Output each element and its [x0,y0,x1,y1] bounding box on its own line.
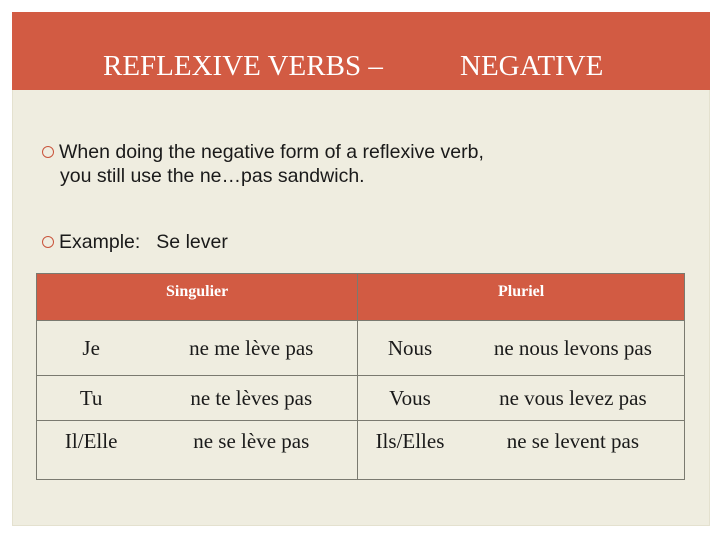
bullet-line-1: When doing the negative form of a reflexive verb, [59,141,484,163]
pronoun-plural: Ils/Elles [358,421,462,480]
pronoun-plural: Vous [358,376,462,421]
conjugation-table [36,273,685,480]
table-row [37,321,685,376]
pronoun-singular: Tu [37,376,146,421]
form-singular: ne me lève pas [145,321,357,376]
slide-title-right: NEGATIVE [460,50,604,82]
pronoun-singular: Il/Elle [37,421,146,480]
bullet-circle-icon [42,236,54,248]
form-plural: ne se levent pas [462,421,685,480]
table-row [37,421,685,480]
example-label: Example: [59,231,141,253]
header-singulier: Singulier [37,274,358,321]
form-singular: ne se lève pas [145,421,357,480]
pronoun-plural: Nous [358,321,462,376]
bullet-circle-icon [42,146,54,158]
example-verb: Se lever [156,231,228,253]
form-plural: ne vous levez pas [462,376,685,421]
bullet-explanation [42,140,484,189]
bullet-example [42,230,228,254]
bullet-line-2: you still use the ne…pas sandwich. [60,165,365,188]
form-singular: ne te lèves pas [190,385,313,410]
table-row [37,376,685,421]
form-plural: ne nous levons pas [462,321,685,376]
slide-title-left: REFLEXIVE VERBS – [103,50,383,82]
pronoun-singular: Je [37,321,146,376]
header-pluriel: Pluriel [358,274,685,321]
